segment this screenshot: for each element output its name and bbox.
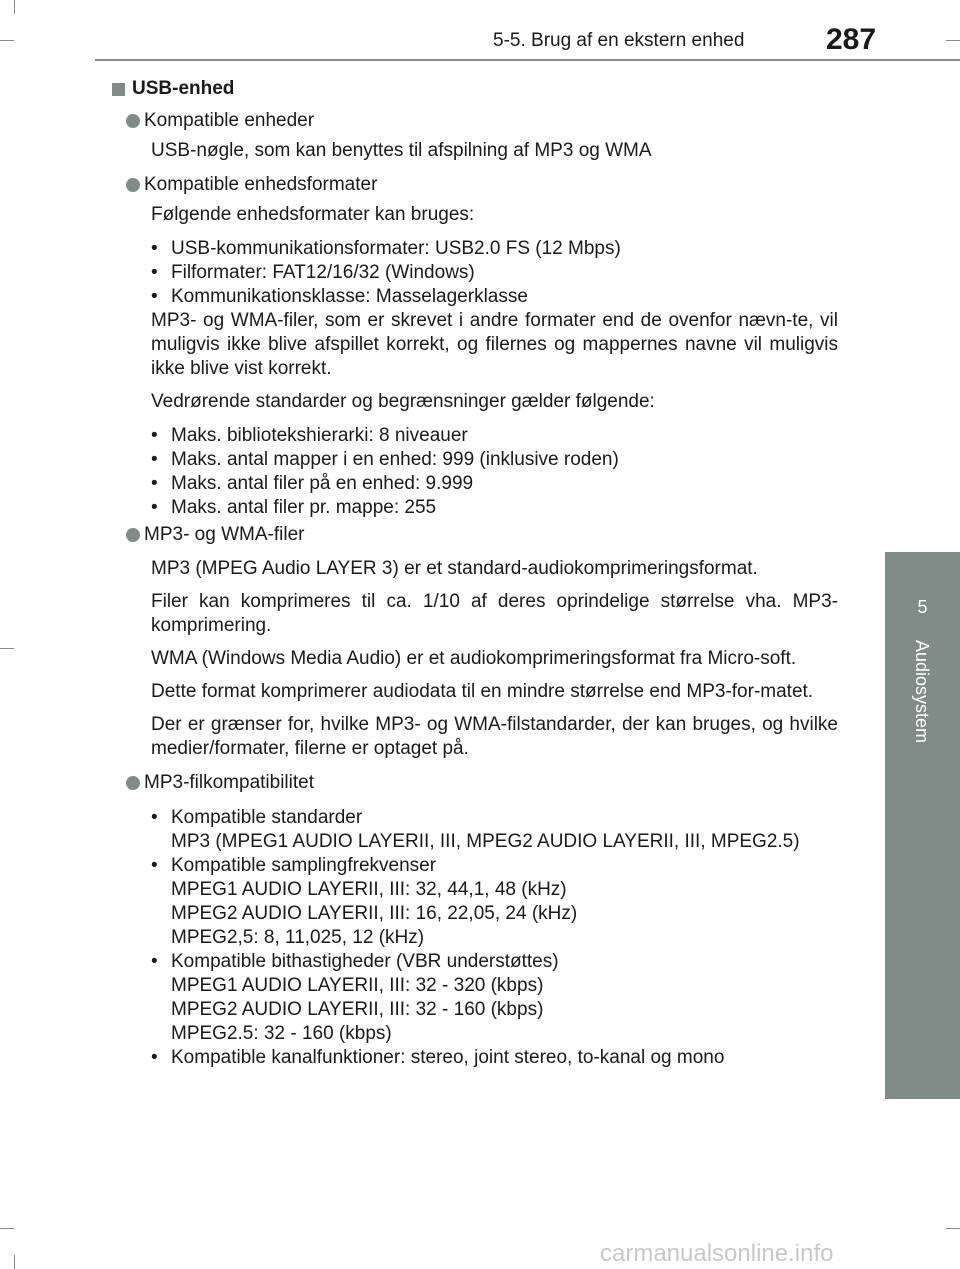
subsection-heading-text: MP3-filkompatibilitet: [144, 772, 314, 793]
list-item-detail: MP3 (MPEG1 AUDIO LAYERII, III, MPEG2 AUDIO LAYERII, III, MPEG2.5): [171, 831, 800, 852]
bullet-list: [151, 424, 838, 520]
subsection-heading: [112, 172, 838, 198]
section-heading: [112, 76, 838, 102]
watermark: carmanualsonline.info: [600, 1240, 834, 1267]
subsection-heading: [112, 522, 838, 548]
chapter-number: 5: [917, 597, 928, 617]
list-item: • Kompatible kanalfunktioner: stereo, joint stereo, to-kanal og mono: [151, 1047, 725, 1068]
paragraph: Følgende enhedsformater kan bruges:: [151, 204, 475, 225]
chapter-label: Audiosystem: [912, 640, 932, 744]
page-content: [112, 76, 838, 1070]
section-heading-text: USB-enhed: [132, 78, 235, 99]
bullet-list: [151, 806, 838, 1070]
header-divider: [95, 59, 960, 61]
bullet-list: [151, 237, 838, 309]
list-item-detail: MPEG1 AUDIO LAYERII, III: 32, 44,1, 48 (kHz): [171, 879, 567, 900]
crop-mark: [0, 1228, 14, 1229]
crop-mark: [0, 40, 14, 41]
list-item: • Maks. antal filer pr. mappe: 255: [151, 497, 437, 518]
subsection-heading-text: MP3- og WMA-filer: [144, 524, 305, 545]
list-item: • Kompatible standarder: [151, 807, 363, 828]
list-item: • Filformater: FAT12/16/32 (Windows): [151, 262, 475, 283]
subsection-heading: [112, 108, 838, 134]
paragraph: Vedrørende standarder og begrænsninger gælder følgende:: [151, 391, 655, 412]
page-number: 287: [826, 23, 877, 56]
subsection-heading: [112, 770, 838, 796]
crop-mark: [946, 1228, 960, 1229]
subsection-heading-text: Kompatible enhedsformater: [144, 174, 378, 195]
list-item: • Kommunikationsklasse: Masselagerklasse: [151, 286, 528, 307]
paragraph: WMA (Windows Media Audio) er et audiokomprimeringsformat fra Micro-soft.: [151, 648, 797, 669]
list-item: • Maks. bibliotekshierarki: 8 niveauer: [151, 425, 468, 446]
list-item-detail: MPEG2 AUDIO LAYERII, III: 32 - 160 (kbps): [171, 999, 544, 1020]
chapter-side-tab: [885, 552, 960, 1099]
header-section-title: 5-5. Brug af en ekstern enhed: [493, 30, 745, 51]
crop-mark: [0, 648, 14, 649]
list-item: • Kompatible bithastigheder (VBR understøttes): [151, 951, 559, 972]
list-item-detail: MPEG2 AUDIO LAYERII, III: 16, 22,05, 24 (kHz): [171, 903, 578, 924]
list-item: • USB-kommunikationsformater: USB2.0 FS (12 Mbps): [151, 238, 621, 259]
paragraph: Der er grænser for, hvilke MP3- og WMA-filstandarder, der kan bruges, og hvilke medier/formater, filerne er optaget på.: [151, 714, 838, 759]
circle-bullet-icon: [126, 178, 140, 192]
list-item-detail: MPEG1 AUDIO LAYERII, III: 32 - 320 (kbps): [171, 975, 544, 996]
paragraph: Filer kan komprimeres til ca. 1/10 af deres oprindelige størrelse vha. MP3-komprimering.: [151, 591, 838, 636]
list-item-detail: MPEG2,5: 8, 11,025, 12 (kHz): [171, 927, 425, 948]
paragraph: USB-nøgle, som kan benyttes til afspilning af MP3 og WMA: [151, 140, 652, 161]
crop-mark: [14, 1255, 15, 1269]
circle-bullet-icon: [126, 776, 140, 790]
list-item-detail: MPEG2.5: 32 - 160 (kbps): [171, 1023, 392, 1044]
square-bullet-icon: [112, 83, 125, 96]
list-item: • Kompatible samplingfrekvenser: [151, 855, 437, 876]
list-item: • Maks. antal filer på en enhed: 9.999: [151, 473, 474, 494]
circle-bullet-icon: [126, 528, 140, 542]
paragraph: Dette format komprimerer audiodata til en mindre størrelse end MP3-for-matet.: [151, 681, 814, 702]
circle-bullet-icon: [126, 114, 140, 128]
crop-mark: [946, 40, 960, 41]
subsection-heading-text: Kompatible enheder: [144, 110, 315, 131]
paragraph: MP3 (MPEG Audio LAYER 3) er et standard-audiokomprimeringsformat.: [151, 558, 758, 579]
paragraph: MP3- og WMA-filer, som er skrevet i andre formater end de ovenfor nævn-te, vil muligvis ikke blive afspillet korrekt, og filernes og mappernes navne vil muligvis ikke blive vist korrekt.: [151, 310, 838, 379]
list-item: • Maks. antal mapper i en enhed: 999 (inklusive roden): [151, 449, 619, 470]
crop-mark: [14, 0, 15, 14]
